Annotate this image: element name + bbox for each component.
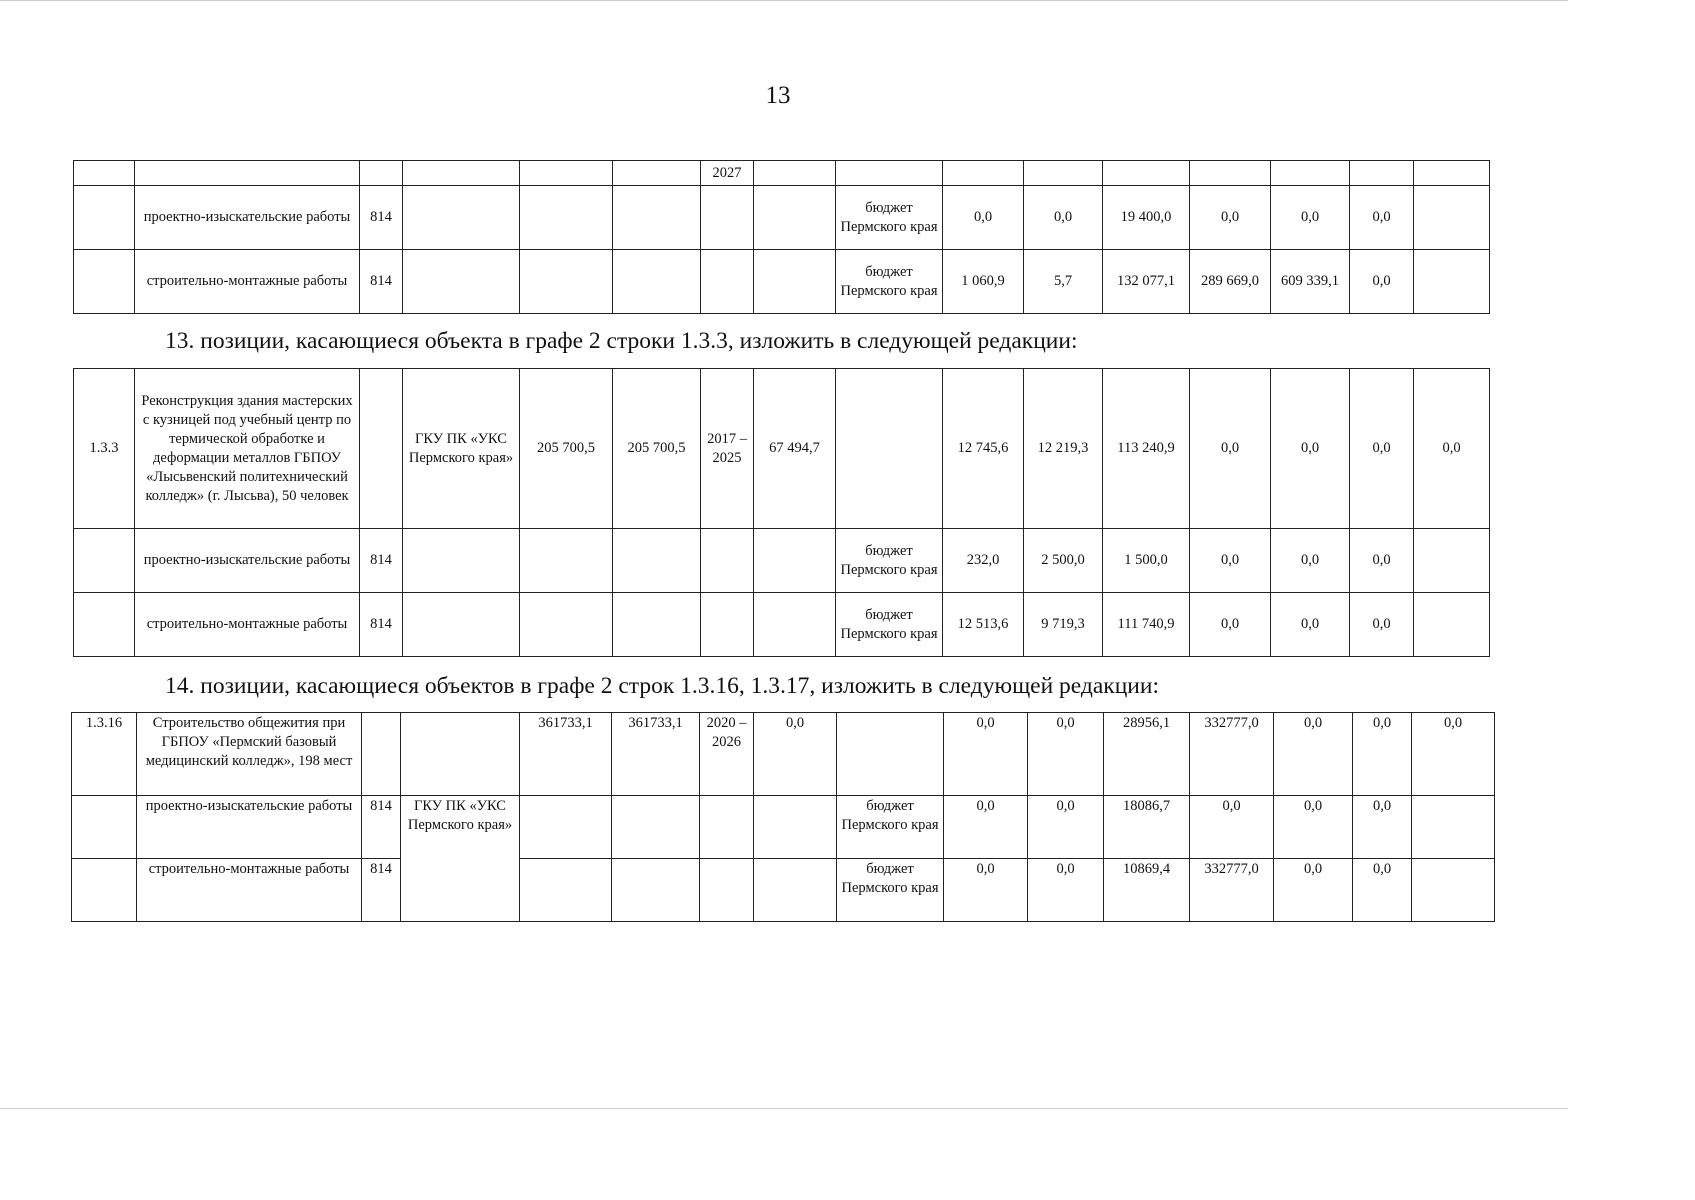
value-cell: 0,0 bbox=[1350, 593, 1414, 657]
scan-top-edge bbox=[0, 0, 1568, 1]
value-cell: 0,0 bbox=[1274, 859, 1353, 922]
value-cell: 0,0 bbox=[1190, 593, 1271, 657]
table-row bbox=[74, 529, 1490, 593]
table-row bbox=[74, 593, 1490, 657]
code-cell: 814 bbox=[360, 529, 403, 593]
source-cell: бюджет Пермского края bbox=[837, 796, 944, 859]
table-row bbox=[74, 161, 1490, 186]
value-cell: 132 077,1 bbox=[1103, 250, 1190, 314]
value-cell: 0,0 bbox=[1190, 186, 1271, 250]
value-cell: 18086,7 bbox=[1104, 796, 1190, 859]
value-cell: 12 513,6 bbox=[943, 593, 1024, 657]
value-cell: 0,0 bbox=[1190, 369, 1271, 529]
cost-cell: 205 700,5 bbox=[613, 369, 701, 529]
value-cell: 0,0 bbox=[1353, 713, 1412, 796]
value-cell: 2 500,0 bbox=[1024, 529, 1103, 593]
prev-value-cell: 67 494,7 bbox=[754, 369, 836, 529]
value-cell: 9 719,3 bbox=[1024, 593, 1103, 657]
work-type-cell: проектно-изыскательские работы bbox=[137, 796, 362, 859]
value-cell: 0,0 bbox=[1414, 369, 1490, 529]
source-cell: бюджет Пермского края bbox=[836, 186, 943, 250]
section-heading-14: 14. позиции, касающиеся объектов в графе 2 строк 1.3.16, 1.3.17, изложить в следующей редакции: bbox=[165, 673, 1159, 699]
table-continuation bbox=[73, 160, 1490, 314]
value-cell: 0,0 bbox=[1274, 796, 1353, 859]
value-cell: 12 745,6 bbox=[943, 369, 1024, 529]
code-cell: 814 bbox=[360, 593, 403, 657]
value-cell: 0,0 bbox=[1028, 713, 1104, 796]
value-cell: 232,0 bbox=[943, 529, 1024, 593]
value-cell: 609 339,1 bbox=[1271, 250, 1350, 314]
code-cell: 814 bbox=[360, 250, 403, 314]
code-cell: 814 bbox=[360, 186, 403, 250]
value-cell: 113 240,9 bbox=[1103, 369, 1190, 529]
value-cell: 0,0 bbox=[1274, 713, 1353, 796]
object-name-cell: Строительство общежития при ГБПОУ «Пермский базовый медицинский колледж», 198 мест bbox=[137, 713, 362, 796]
work-type-cell: строительно-монтажные работы bbox=[135, 593, 360, 657]
value-cell: 0,0 bbox=[944, 713, 1028, 796]
source-cell: бюджет Пермского края bbox=[837, 859, 944, 922]
cost-cell: 361733,1 bbox=[520, 713, 612, 796]
value-cell: 0,0 bbox=[1350, 369, 1414, 529]
source-cell: бюджет Пермского края bbox=[836, 593, 943, 657]
value-cell: 0,0 bbox=[1350, 250, 1414, 314]
page-number: 13 bbox=[765, 82, 791, 109]
object-name-cell: Реконструкция здания мастерских с кузницей под учебный центр по термической обработке и деформации металлов ГБПОУ «Лысьвенский политехнический колледж» (г. Лысьва), 50 человек bbox=[135, 369, 360, 529]
table-object-1-3-16 bbox=[71, 712, 1495, 922]
value-cell: 0,0 bbox=[1350, 529, 1414, 593]
value-cell: 0,0 bbox=[1350, 186, 1414, 250]
period-cell: 2017 – 2025 bbox=[701, 369, 754, 529]
period-cell: 2020 – 2026 bbox=[700, 713, 754, 796]
value-cell: 19 400,0 bbox=[1103, 186, 1190, 250]
work-type-cell: проектно-изыскательские работы bbox=[135, 186, 360, 250]
work-type-cell: строительно-монтажные работы bbox=[137, 859, 362, 922]
value-cell: 332777,0 bbox=[1190, 713, 1274, 796]
source-cell: бюджет Пермского края bbox=[836, 529, 943, 593]
value-cell: 0,0 bbox=[1271, 529, 1350, 593]
value-cell: 111 740,9 bbox=[1103, 593, 1190, 657]
row-number-cell: 1.3.16 bbox=[72, 713, 137, 796]
value-cell: 1 500,0 bbox=[1103, 529, 1190, 593]
value-cell: 0,0 bbox=[943, 186, 1024, 250]
value-cell: 1 060,9 bbox=[943, 250, 1024, 314]
value-cell: 10869,4 bbox=[1104, 859, 1190, 922]
value-cell: 28956,1 bbox=[1104, 713, 1190, 796]
table-row bbox=[74, 250, 1490, 314]
customer-cell: ГКУ ПК «УКС Пермского края» bbox=[401, 796, 520, 922]
value-cell: 0,0 bbox=[944, 859, 1028, 922]
code-cell: 814 bbox=[362, 796, 401, 859]
row-number-cell: 1.3.3 bbox=[74, 369, 135, 529]
table-object-1-3-3 bbox=[73, 368, 1490, 657]
value-cell: 0,0 bbox=[944, 796, 1028, 859]
value-cell: 0,0 bbox=[1271, 186, 1350, 250]
value-cell: 289 669,0 bbox=[1190, 250, 1271, 314]
customer-cell: ГКУ ПК «УКС Пермского края» bbox=[403, 369, 520, 529]
work-type-cell: строительно-монтажные работы bbox=[135, 250, 360, 314]
value-cell: 0,0 bbox=[1028, 796, 1104, 859]
cost-cell: 361733,1 bbox=[612, 713, 700, 796]
code-cell: 814 bbox=[362, 859, 401, 922]
value-cell: 12 219,3 bbox=[1024, 369, 1103, 529]
work-type-cell: проектно-изыскательские работы bbox=[135, 529, 360, 593]
section-heading-13: 13. позиции, касающиеся объекта в графе 2 строки 1.3.3, изложить в следующей редакции: bbox=[165, 328, 1078, 354]
value-cell: 0,0 bbox=[1353, 796, 1412, 859]
year-cell: 2027 bbox=[701, 161, 754, 186]
value-cell: 0,0 bbox=[1271, 369, 1350, 529]
value-cell: 0,0 bbox=[1028, 859, 1104, 922]
scan-bottom-edge bbox=[0, 1108, 1568, 1109]
cost-cell: 205 700,5 bbox=[520, 369, 613, 529]
table-row bbox=[72, 796, 1495, 859]
value-cell: 0,0 bbox=[1353, 859, 1412, 922]
value-cell: 0,0 bbox=[1412, 713, 1495, 796]
prev-value-cell: 0,0 bbox=[754, 713, 837, 796]
value-cell: 0,0 bbox=[1190, 796, 1274, 859]
value-cell: 0,0 bbox=[1024, 186, 1103, 250]
table-row bbox=[74, 186, 1490, 250]
table-row bbox=[72, 859, 1495, 922]
table-row bbox=[72, 713, 1495, 796]
source-cell: бюджет Пермского края bbox=[836, 250, 943, 314]
value-cell: 332777,0 bbox=[1190, 859, 1274, 922]
value-cell: 5,7 bbox=[1024, 250, 1103, 314]
table-row bbox=[74, 369, 1490, 529]
value-cell: 0,0 bbox=[1190, 529, 1271, 593]
value-cell: 0,0 bbox=[1271, 593, 1350, 657]
